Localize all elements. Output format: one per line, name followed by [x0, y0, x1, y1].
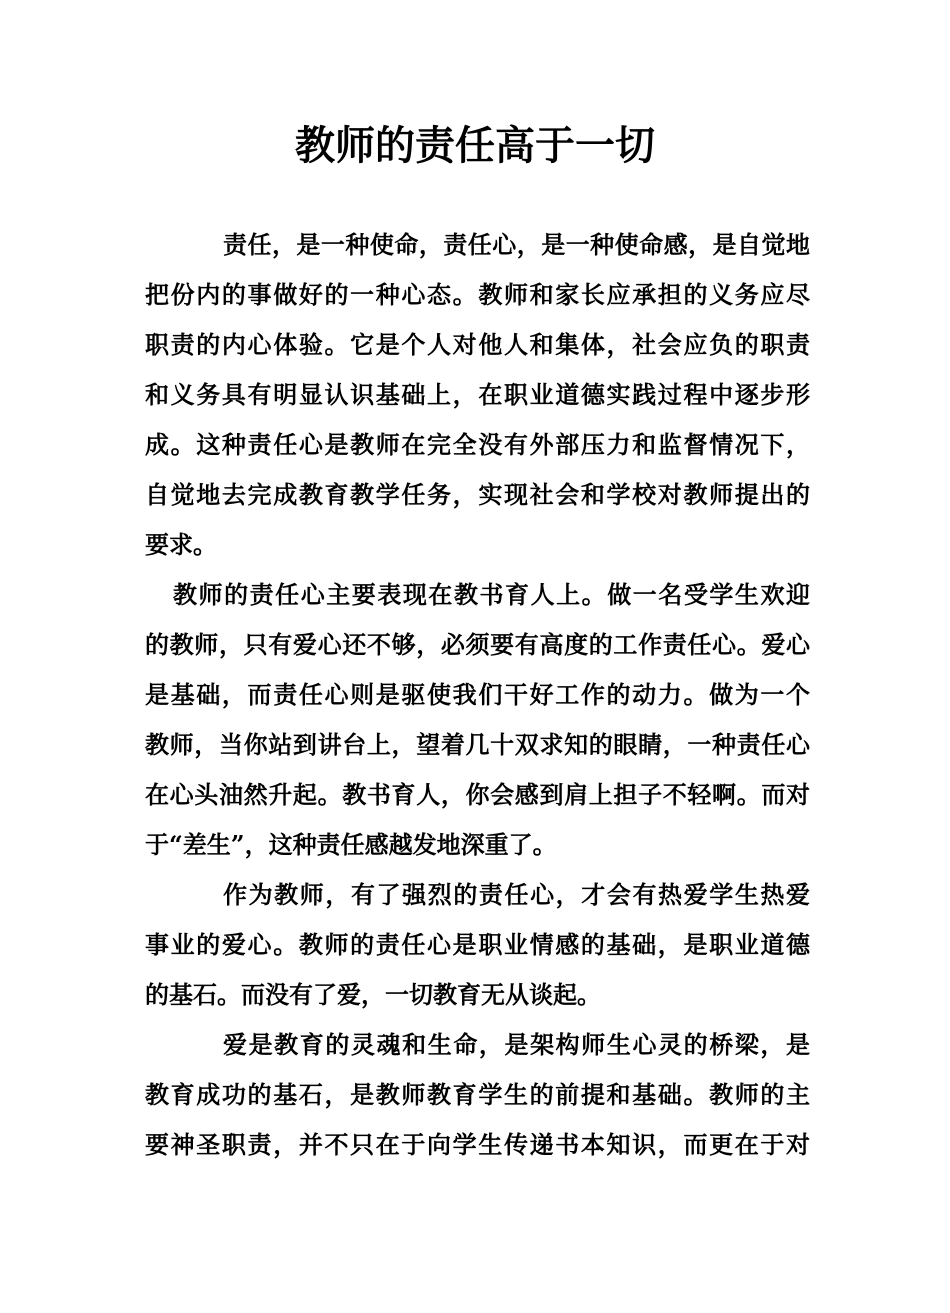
text-line: 于“差生”，这种责任感越发地深重了。	[145, 830, 557, 859]
text-line: 教师，当你站到讲台上，望着几十双求知的眼睛，一种责任心	[145, 730, 810, 759]
document-body	[145, 220, 810, 1170]
text-line: 教育成功的基石，是教师教育学生的前提和基础。教师的主	[145, 1080, 810, 1109]
text-line: 作为教师，有了强烈的责任心，才会有热爱学生热爱	[223, 880, 810, 909]
text-line: 自觉地去完成教育教学任务，实现社会和学校对教师提出的	[145, 480, 810, 509]
text-line: 成。这种责任心是教师在完全没有外部压力和监督情况下，	[145, 430, 810, 459]
text-line: 职责的内心体验。它是个人对他人和集体，社会应负的职责	[145, 330, 810, 359]
text-line: 责任，是一种使命，责任心，是一种使命感，是自觉地	[223, 230, 810, 259]
text-line: 是基础，而责任心则是驱使我们干好工作的动力。做为一个	[145, 680, 810, 709]
document-title: 教师的责任高于一切	[295, 122, 655, 169]
text-line: 教师的责任心主要表现在教书育人上。做一名受学生欢迎	[173, 580, 810, 609]
text-line: 爱是教育的灵魂和生命，是架构师生心灵的桥梁，是	[223, 1030, 810, 1059]
text-line: 和义务具有明显认识基础上，在职业道德实践过程中逐步形	[145, 380, 810, 409]
text-line: 在心头油然升起。教书育人，你会感到肩上担子不轻啊。而对	[145, 780, 810, 809]
text-line: 事业的爱心。教师的责任心是职业情感的基础，是职业道德	[145, 930, 810, 959]
text-line: 的教师，只有爱心还不够，必须要有高度的工作责任心。爱心	[145, 630, 810, 659]
text-line: 要求。	[145, 530, 217, 559]
text-line: 的基石。而没有了爱，一切教育无从谈起。	[145, 980, 601, 1009]
text-line: 要神圣职责，并不只在于向学生传递书本知识，而更在于对	[145, 1130, 810, 1159]
text-line: 把份内的事做好的一种心态。教师和家长应承担的义务应尽	[145, 280, 810, 309]
